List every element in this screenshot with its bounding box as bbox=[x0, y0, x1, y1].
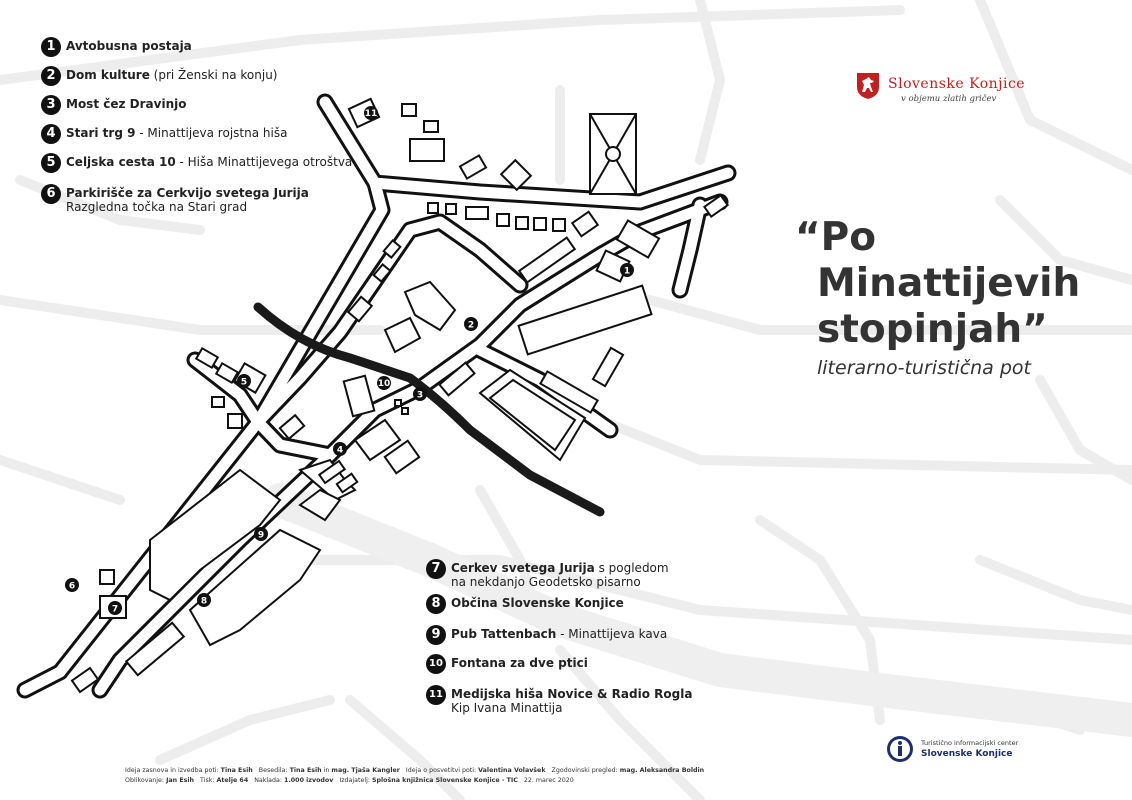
legend-item-text: Pub Tattenbach - Minattijeva kava bbox=[451, 627, 668, 641]
svg-text:2: 2 bbox=[467, 320, 475, 331]
number-badge: 6 bbox=[41, 184, 61, 204]
number-badge: 8 bbox=[426, 594, 446, 614]
title-line-2: Minattijevih bbox=[817, 261, 1081, 306]
legend-item-6[interactable] bbox=[41, 184, 309, 214]
legend-item-10[interactable] bbox=[426, 654, 588, 674]
tic-line-2: Slovenske Konjice bbox=[921, 749, 1013, 759]
info-icon bbox=[886, 735, 914, 763]
legend-item-text: Avtobusna postaja bbox=[66, 39, 192, 53]
brand-tagline: v objemu zlatih gričev bbox=[901, 94, 997, 104]
svg-text:5: 5 bbox=[240, 377, 248, 388]
map-marker-6[interactable] bbox=[65, 578, 79, 592]
river-label: Dravinja bbox=[524, 482, 554, 503]
number-badge: 9 bbox=[426, 625, 446, 645]
map-marker-8[interactable] bbox=[197, 593, 211, 607]
number-badge: 5 bbox=[41, 153, 61, 173]
legend-item-8[interactable] bbox=[426, 594, 624, 614]
legend-item-subtext: na nekdanjo Geodetsko pisarno bbox=[451, 575, 641, 589]
number-badge: 3 bbox=[41, 95, 61, 115]
legend-item-11[interactable] bbox=[426, 685, 692, 715]
map-marker-5[interactable] bbox=[237, 374, 251, 388]
svg-text:11: 11 bbox=[364, 109, 378, 119]
legend-item-text: Fontana za dve ptici bbox=[451, 656, 588, 670]
svg-text:8: 8 bbox=[200, 596, 208, 607]
legend-item-5[interactable] bbox=[41, 153, 352, 173]
number-badge: 2 bbox=[41, 66, 61, 86]
horse-crest-icon bbox=[856, 72, 880, 100]
legend-item-3[interactable] bbox=[41, 95, 186, 115]
map-marker-1[interactable] bbox=[620, 263, 634, 277]
map-marker-10[interactable] bbox=[377, 376, 391, 390]
svg-text:9: 9 bbox=[257, 530, 265, 541]
tic-line-1: Turistično informacijski center bbox=[921, 739, 1019, 747]
legend-item-text: Dom kulture (pri Ženski na konju) bbox=[66, 68, 278, 82]
legend-item-text: Stari trg 9 - Minattijeva rojstna hiša bbox=[66, 126, 288, 140]
legend-item-subtext: Razgledna točka na Stari grad bbox=[66, 200, 248, 214]
legend-item-1[interactable] bbox=[41, 37, 192, 57]
legend-item-subtext: Kip Ivana Minattija bbox=[451, 701, 563, 715]
legend-item-7[interactable] bbox=[426, 559, 669, 589]
map-marker-7[interactable] bbox=[108, 601, 122, 615]
legend-item-text: Medijska hiša Novice & Radio Rogla Kip Ivana Minattija bbox=[451, 687, 693, 715]
map-marker-4[interactable] bbox=[333, 442, 347, 456]
map-marker-3[interactable] bbox=[413, 387, 427, 401]
number-badge: 1 bbox=[41, 37, 61, 57]
credits-row-2: Oblikovanje: Jan Esih Tisk: Atelje 64 Naklada: 1.000 izvodov Izdajatelj: Splošna knjižnica Slovenske Konjice - TIC 22. marec 2020 bbox=[125, 777, 574, 784]
legend-item-text: Most čez Dravinjo bbox=[66, 97, 187, 111]
number-badge: 4 bbox=[41, 124, 61, 144]
brand-name: Slovenske Konjice bbox=[888, 76, 1026, 92]
title-subtitle: literarno-turistična pot bbox=[817, 357, 1032, 379]
map-marker-2[interactable] bbox=[464, 317, 478, 331]
map-marker-9[interactable] bbox=[254, 527, 268, 541]
svg-text:6: 6 bbox=[68, 581, 76, 592]
svg-text:4: 4 bbox=[336, 445, 344, 456]
legend-item-9[interactable] bbox=[426, 625, 667, 645]
number-badge: 11 bbox=[426, 685, 446, 705]
number-badge: 7 bbox=[426, 559, 446, 579]
title-block bbox=[795, 215, 1080, 379]
legend-item-text: Občina Slovenske Konjice bbox=[451, 596, 624, 610]
svg-text:3: 3 bbox=[416, 390, 424, 401]
svg-text:7: 7 bbox=[111, 604, 119, 615]
legend-item-text: Cerkev svetega Jurija s pogledom na nekdanjo Geodetsko pisarno bbox=[451, 561, 669, 589]
legend-item-2[interactable] bbox=[41, 66, 277, 86]
legend-item-text: Celjska cesta 10 - Hiša Minattijevega otroštva bbox=[66, 155, 353, 169]
number-badge: 10 bbox=[426, 654, 446, 674]
svg-text:1: 1 bbox=[623, 266, 631, 277]
credits-row-1: Ideja zasnova in izvedba poti: Tina Esih Besedila: Tina Esih in mag. Tjaša Kangler Ideja o posvetitvi poti: Valentina Volavšek Zgodovinski pregled: mag. Aleksandra Boldin bbox=[125, 767, 705, 774]
legend-item-4[interactable] bbox=[41, 124, 287, 144]
legend-item-text: Parkirišče za Cerkvijo svetega Jurija Razgledna točka na Stari grad bbox=[66, 186, 309, 214]
title-line-1: “Po bbox=[795, 215, 877, 260]
map-marker-11[interactable] bbox=[364, 106, 378, 120]
svg-text:10: 10 bbox=[377, 379, 391, 389]
title-line-3: stopinjah” bbox=[817, 307, 1048, 352]
